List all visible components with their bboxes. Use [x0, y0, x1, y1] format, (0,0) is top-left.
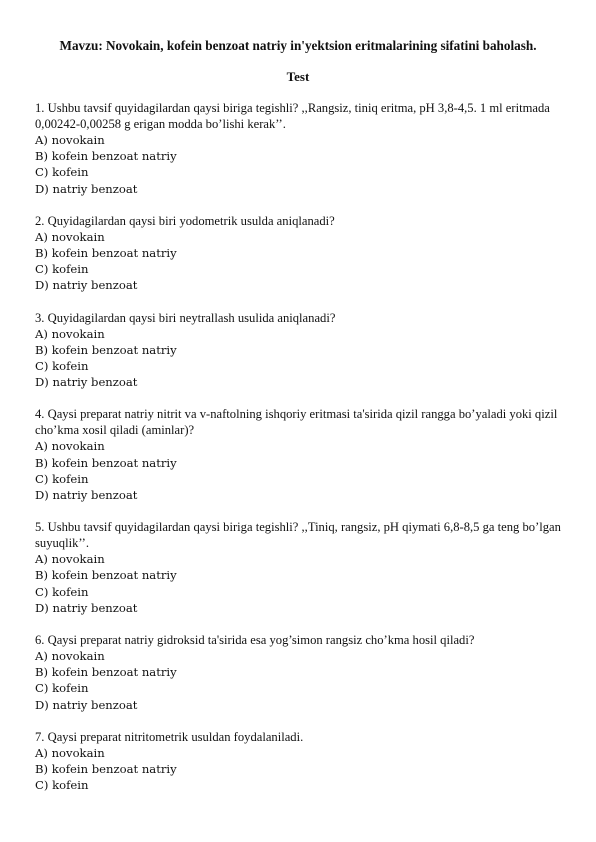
- answer-option-b: B) kofein benzoat natriy: [35, 455, 177, 470]
- answer-option-c: C) kofein: [35, 262, 89, 277]
- answer-option-a: A) novokain: [35, 326, 105, 341]
- answer-options: [35, 229, 565, 294]
- question-2: [35, 213, 565, 294]
- answer-option-a: A) novokain: [35, 649, 105, 664]
- answer-option-b: B) kofein benzoat natriy: [35, 246, 177, 261]
- question-text: 1. Ushbu tavsif quyidagilardan qaysi biriga tegishli? ,,Rangsiz, tiniq eritma, pH 3,8-4,5. 1 ml eritmada 0,00242-0,00258 g erigan modda bo’lishi kerak’’.: [35, 101, 550, 131]
- question-5: [35, 519, 565, 616]
- answer-options: [35, 132, 565, 197]
- answer-option-a: A) novokain: [35, 552, 105, 567]
- question-text: 5. Ushbu tavsif quyidagilardan qaysi biriga tegishli? ,,Tiniq, rangsiz, pH qiymati 6,8-8,5 ga teng bo’lgan suyuqlik’’.: [35, 520, 561, 551]
- question-text: 2. Quyidagilardan qaysi biri yodometrik usulda aniqlanadi?: [35, 213, 335, 228]
- answer-option-c: C) kofein: [35, 359, 89, 374]
- answer-options: [35, 326, 565, 391]
- answer-option-c: C) kofein: [35, 778, 89, 793]
- answer-option-b: B) kofein benzoat natriy: [35, 665, 177, 680]
- answer-option-d: D) natriy benzoat: [35, 375, 138, 390]
- answer-option-a: A) novokain: [35, 133, 105, 147]
- answer-option-d: D) natriy benzoat: [35, 278, 138, 293]
- question-6: [35, 632, 565, 713]
- answer-option-b: B) kofein benzoat natriy: [35, 149, 177, 164]
- question-4: [35, 406, 565, 503]
- answer-option-c: C) kofein: [35, 584, 89, 599]
- answer-option-d: D) natriy benzoat: [35, 600, 138, 615]
- answer-options: [35, 438, 565, 503]
- answer-option-b: B) kofein benzoat natriy: [35, 762, 177, 777]
- answer-option-c: C) kofein: [35, 471, 89, 486]
- answer-option-c: C) kofein: [35, 681, 89, 696]
- answer-option-c: C) kofein: [35, 165, 89, 180]
- answer-option-b: B) kofein benzoat natriy: [35, 342, 177, 357]
- answer-options: [35, 648, 565, 713]
- question-list: [35, 100, 565, 809]
- question-text: 7. Qaysi preparat nitritometrik usuldan foydalaniladi.: [35, 729, 304, 744]
- question-text: 4. Qaysi preparat natriy nitrit va v-naftolning ishqoriy eritmasi ta'sirida qizil rangga bo’yaladi yoki qizil cho’kma xosil qiladi (aminlar)?: [35, 407, 558, 438]
- answer-option-d: D) natriy benzoat: [35, 488, 138, 503]
- answer-options: [35, 745, 565, 794]
- answer-option-a: A) novokain: [35, 439, 105, 454]
- page-subtitle: Test: [286, 69, 310, 84]
- question-1: [35, 100, 565, 197]
- question-text: 3. Quyidagilardan qaysi biri neytrallash usulida aniqlanadi?: [35, 310, 336, 325]
- answer-option-a: A) novokain: [35, 745, 105, 760]
- answer-option-d: D) natriy benzoat: [35, 181, 138, 196]
- question-7: [35, 729, 565, 794]
- answer-option-a: A) novokain: [35, 229, 105, 244]
- question-3: [35, 310, 565, 391]
- page-title: Mavzu: Novokain, kofein benzoat natriy in'yektsion eritmalarining sifatini baholash.: [59, 38, 537, 53]
- answer-option-d: D) natriy benzoat: [35, 697, 138, 712]
- answer-option-b: B) kofein benzoat natriy: [35, 568, 177, 583]
- answer-options: [35, 551, 565, 616]
- question-text: 6. Qaysi preparat natriy gidroksid ta'sirida esa yog’simon rangsiz cho’kma hosil qiladi?: [35, 633, 475, 648]
